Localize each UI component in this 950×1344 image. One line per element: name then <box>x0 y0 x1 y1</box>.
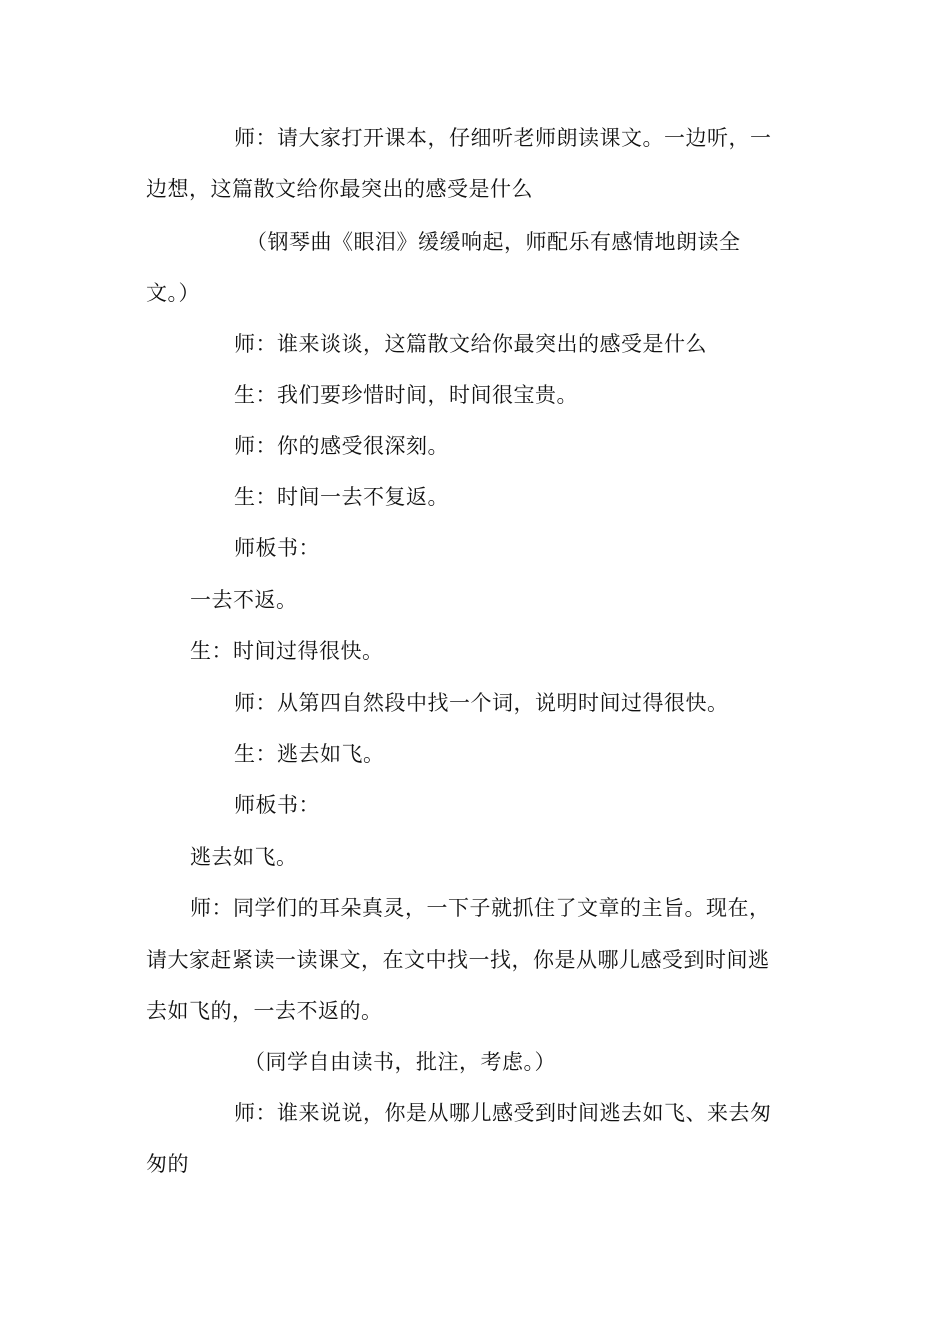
text-line: 师：从第四自然段中找一个词，说明时间过得很快。 <box>234 691 729 715</box>
text-line: 生：逃去如飞。 <box>234 742 385 766</box>
text-line: 生：时间一去不复返。 <box>234 485 449 509</box>
text-line: 师：请大家打开课本，仔细听老师朗读课文。一边听，一 <box>234 126 772 150</box>
text-line: （同学自由读书，批注，考虑。） <box>244 1050 556 1074</box>
text-line: 师：同学们的耳朵真灵，一下子就抓住了文章的主旨。现在， <box>190 896 771 920</box>
text-line: 师：你的感受很深刻。 <box>234 434 449 458</box>
text-line: 生：我们要珍惜时间，时间很宝贵。 <box>234 383 578 407</box>
text-line: 师：谁来谈谈，这篇散文给你最突出的感受是什么 <box>234 332 707 356</box>
text-line: 去如飞的，一去不返的。 <box>146 999 383 1023</box>
text-line: 文。） <box>146 281 200 305</box>
text-line: 师：谁来说说，你是从哪儿感受到时间逃去如飞、来去匆 <box>234 1101 772 1125</box>
text-line: 匆的 <box>146 1152 189 1176</box>
text-line: 生：时间过得很快。 <box>190 639 384 663</box>
text-line: 边想，这篇散文给你最突出的感受是什么 <box>146 177 533 201</box>
text-line: 师板书： <box>234 793 320 817</box>
text-line: 一去不返。 <box>190 588 298 612</box>
text-line: （钢琴曲《眼泪》缓缓响起，师配乐有感情地朗读全 <box>246 230 741 254</box>
text-line: 请大家赶紧读一读课文，在文中找一找，你是从哪儿感受到时间逃 <box>146 948 770 972</box>
text-line: 师板书： <box>234 536 320 560</box>
text-line: 逃去如飞。 <box>190 845 298 869</box>
